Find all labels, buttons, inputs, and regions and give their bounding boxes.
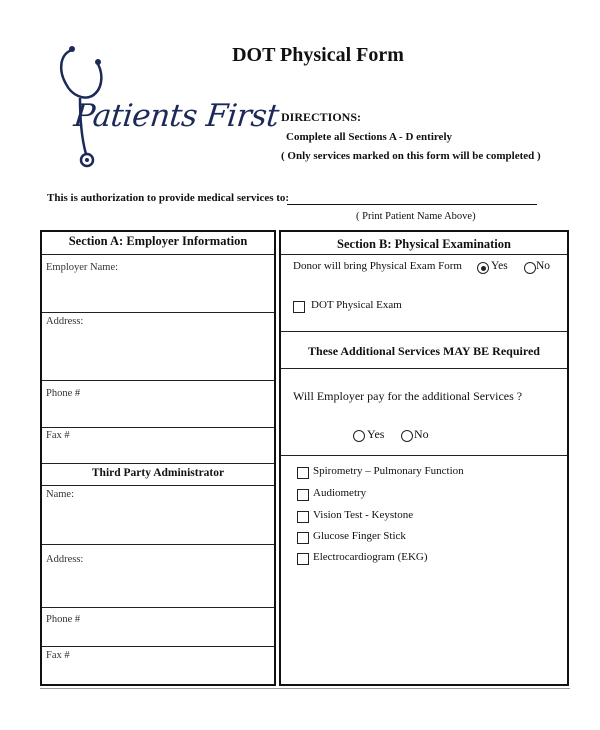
pay-no-label: No [414, 427, 429, 441]
donor-yes-label: Yes [491, 260, 508, 272]
employer-address-label: Address: [46, 316, 84, 327]
tpa-name-label: Name: [46, 489, 74, 500]
logo-text: Patients First [72, 98, 281, 134]
ekg-label: Electrocardiogram (EKG) [313, 551, 428, 563]
tpa-title: Third Party Administrator [91, 467, 225, 479]
page-title: DOT Physical Form [232, 44, 404, 66]
directions-heading: DIRECTIONS: [281, 110, 362, 124]
glucose-label: Glucose Finger Stick [313, 530, 406, 542]
bottom-rule [40, 688, 570, 689]
dot-exam-label: DOT Physical Exam [311, 299, 402, 311]
tpa-phone-label: Phone # [46, 614, 81, 625]
spirometry-label: Spirometry – Pulmonary Function [313, 465, 464, 477]
spirometry-checkbox[interactable] [297, 467, 309, 479]
pay-yes-label: Yes [367, 427, 385, 441]
additional-services-title: These Additional Services MAY BE Required [308, 344, 540, 358]
tpa-address-label: Address: [46, 554, 84, 565]
donor-yes-radio[interactable] [477, 262, 489, 274]
donor-no-radio[interactable] [524, 262, 536, 274]
glucose-checkbox[interactable] [297, 532, 309, 544]
directions-line-1: Complete all Sections A - D entirely [286, 131, 452, 143]
donor-exam-form-text: Donor will bring Physical Exam Form [293, 260, 462, 272]
patient-name-line[interactable] [287, 204, 537, 205]
audiometry-checkbox[interactable] [297, 489, 309, 501]
section-b-physical-examination [279, 230, 569, 686]
section-b-title: Section B: Physical Examination [337, 237, 511, 251]
directions-line-2: ( Only services marked on this form will be completed ) [281, 150, 541, 162]
authorization-text: This is authorization to provide medical services to: [47, 192, 290, 204]
vision-test-label: Vision Test - Keystone [313, 509, 414, 521]
tpa-fax-label: Fax # [46, 650, 70, 661]
dot-exam-checkbox[interactable] [293, 301, 305, 313]
section-a-title: Section A: Employer Information [68, 234, 248, 248]
audiometry-label: Audiometry [313, 487, 367, 499]
section-a-employer-information [40, 230, 276, 686]
employer-pay-question: Will Employer pay for the additional Services ? [293, 389, 523, 403]
vision-test-checkbox[interactable] [297, 511, 309, 523]
donor-no-label: No [536, 260, 551, 272]
authorization-hint: ( Print Patient Name Above) [356, 211, 476, 222]
pay-no-radio[interactable] [401, 430, 413, 442]
pay-yes-radio[interactable] [353, 430, 365, 442]
employer-phone-label: Phone # [46, 388, 81, 399]
ekg-checkbox[interactable] [297, 553, 309, 565]
employer-fax-label: Fax # [46, 430, 70, 441]
employer-name-label: Employer Name: [46, 262, 119, 273]
